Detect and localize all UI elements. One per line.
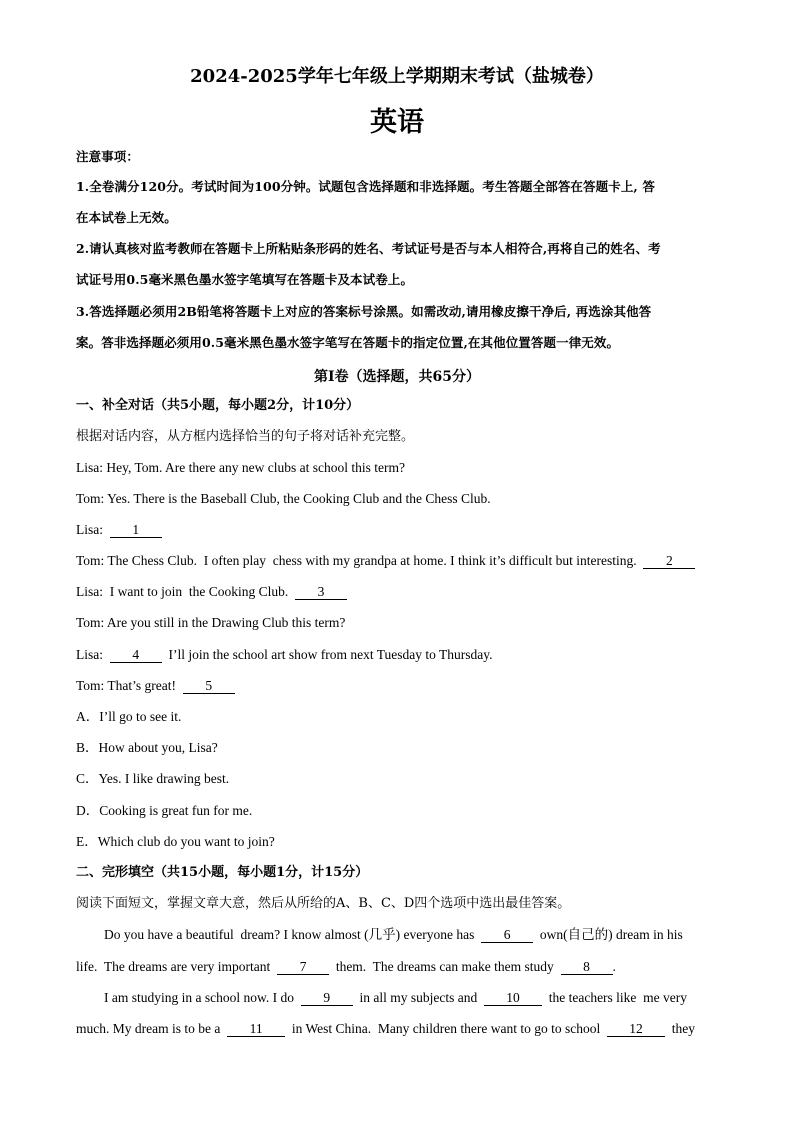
blank-12: 12 (607, 1021, 665, 1037)
option-b: B．How about you, Lisa? (76, 740, 218, 755)
blank-1: 1 (110, 522, 162, 538)
part1-instruction: 根据对话内容，从方框内选择恰当的句子将对话补充完整。 (76, 429, 415, 444)
passage-text: life. The dreams are very important (76, 959, 278, 974)
note-2a: 2.请认真核对监考教师在答题卡上所粘贴条形码的姓名、考试证号是否与本人相符合,再将自己的姓名、考 (76, 241, 661, 256)
part2-heading: 二、完形填空（共15小题，每小题1分，计15分） (76, 865, 369, 880)
note-3b: 案。答非选择题必须用0.5毫米黑色墨水签字笔写在答题卡的指定位置,在其他位置答题一律无效。 (76, 335, 620, 350)
note-1b: 在本试卷上无效。 (76, 210, 177, 225)
blank-5: 5 (183, 678, 235, 694)
passage-text: own(自己的) dream in his (533, 927, 683, 942)
blank-3: 3 (295, 584, 347, 600)
dialogue-line-1: Lisa: Hey, Tom. Are there any new clubs at school this term? (76, 460, 405, 475)
dialogue-text: Tom: The Chess Club. I often play chess with my grandpa at home. I think it’s difficult but interesting. (76, 553, 644, 568)
passage-text: . (612, 959, 616, 974)
dialogue-line-2: Tom: Yes. There is the Baseball Club, the Cooking Club and the Chess Club. (76, 491, 491, 506)
passage-text: in all my subjects and (352, 990, 484, 1005)
passage-line-4 (76, 1020, 718, 1038)
passage-text: them. The dreams can make them study (329, 959, 561, 974)
blank-11: 11 (227, 1021, 285, 1037)
exam-title: 2024-2025学年七年级上学期期末考试（盐城卷） (190, 66, 604, 87)
note-3a: 3.答选择题必须用2B铅笔将答题卡上对应的答案标号涂黑。如需改动,请用橡皮擦干净后, 再选涂其他答 (76, 304, 652, 319)
blank-10: 10 (484, 990, 542, 1006)
passage-text: Do you have a beautiful dream? I know almost (几乎) everyone has (104, 927, 482, 942)
note-1a: 1.全卷满分120分。考试时间为100分钟。试题包含选择题和非选择题。考生答题全部答在答题卡上, 答 (76, 179, 655, 194)
dialogue-line-3 (76, 521, 718, 539)
option-e: E．Which club do you want to join? (76, 834, 275, 849)
part1-heading: 一、补全对话（共5小题，每小题2分，计10分） (76, 398, 360, 413)
volume-title: 第Ⅰ卷（选择题，共65分） (313, 369, 481, 385)
passage-text: the teachers like me very (541, 990, 688, 1005)
passage-line-1 (76, 926, 718, 944)
dialogue-line-6: Tom: Are you still in the Drawing Club this term? (76, 615, 346, 630)
dialogue-line-4 (76, 552, 718, 570)
dialogue-text: Lisa: I want to join the Cooking Club. (76, 584, 295, 599)
dialogue-line-8 (76, 677, 718, 695)
dialogue-speaker: Lisa: (76, 522, 110, 537)
passage-text: in West China. Many children there want to go to school (285, 1021, 607, 1036)
dialogue-text: Tom: That’s great! (76, 678, 183, 693)
blank-2: 2 (643, 553, 695, 569)
dialogue-text: I’ll join the school art show from next Tuesday to Thursday. (161, 647, 493, 662)
passage-line-3 (76, 989, 718, 1007)
blank-9: 9 (301, 990, 353, 1006)
blank-4: 4 (110, 647, 162, 663)
option-c: C．Yes. I like drawing best. (76, 771, 230, 786)
option-a: A．I’ll go to see it. (76, 709, 182, 724)
dialogue-line-7 (76, 646, 718, 664)
passage-text: much. My dream is to be a (76, 1021, 228, 1036)
dialogue-line-5 (76, 583, 718, 601)
note-2b: 试证号用0.5毫米黑色墨水签字笔填写在答题卡及本试卷上。 (76, 272, 414, 287)
option-d: D．Cooking is great fun for me. (76, 803, 253, 818)
subject-title: 英语 (370, 107, 424, 138)
notes-heading: 注意事项： (76, 149, 140, 164)
passage-text: they (664, 1021, 695, 1036)
blank-6: 6 (481, 927, 533, 943)
dialogue-speaker: Lisa: (76, 647, 110, 662)
part2-instruction: 阅读下面短文，掌握文章大意，然后从所给的A、B、C、D四个选项中选出最佳答案。 (76, 896, 571, 911)
passage-line-2 (76, 958, 718, 976)
passage-text: I am studying in a school now. I do (104, 990, 301, 1005)
blank-7: 7 (277, 959, 329, 975)
blank-8: 8 (561, 959, 613, 975)
